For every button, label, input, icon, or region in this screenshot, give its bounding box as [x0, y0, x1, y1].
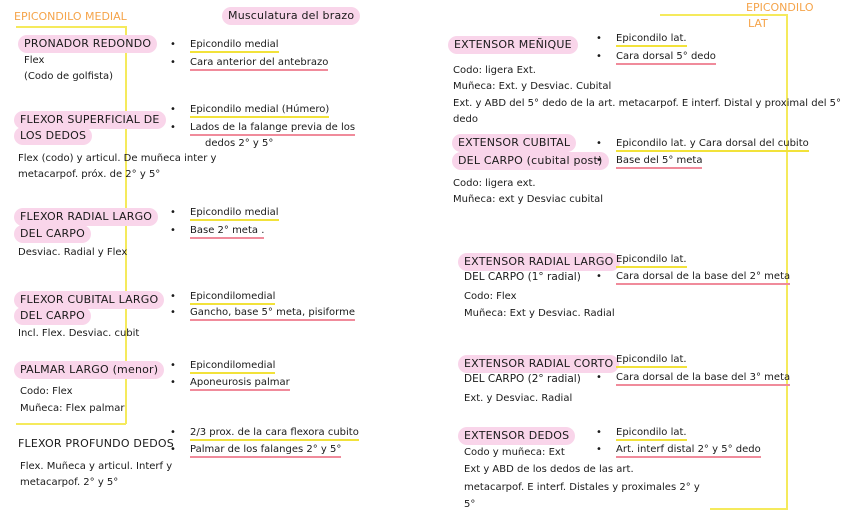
muscle-note: Muñeca: Ext y Desviac. Radial: [464, 308, 615, 319]
muscle-name: FLEXOR PROFUNDO DEDOS: [18, 437, 174, 450]
muscle-note: Ext. y ABD del 5° dedo de la art. metacarpof. E interf. Distal y proximal del 5°: [453, 98, 842, 109]
muscle-note: dedo: [453, 114, 478, 125]
muscle-name: EXTENSOR RADIAL LARGO: [458, 253, 620, 271]
muscle-name: DEL CARPO: [14, 225, 91, 243]
muscle-name: DEL CARPO: [14, 307, 91, 325]
muscle-note: Codo: ligera Ext.: [453, 65, 536, 76]
muscle-name: DEL CARPO (1° radial): [464, 271, 581, 283]
muscle-insertion: • Gancho, base 5° meta, pisiforme: [190, 306, 355, 321]
muscle-note: Flex: [24, 55, 45, 66]
muscle-insertion: • Art. interf distal 2° y 5° dedo: [616, 443, 761, 458]
muscle-note: Flex. Muñeca y articul. Interf y: [20, 461, 173, 472]
muscle-insertion: • Cara anterior del antebrazo: [190, 56, 328, 71]
right-bracket-vertical: [786, 14, 788, 510]
muscle-name: PALMAR LARGO (menor): [14, 361, 164, 379]
muscle-origin: • Epicondilo medial: [190, 206, 279, 221]
epicondilo-medial-label: EPICONDILO MEDIAL: [14, 10, 127, 23]
muscle-origin: Epicondilo lat.: [616, 253, 687, 268]
right-bracket-bottom: [710, 508, 788, 510]
muscle-note: Muñeca: Ext. y Desviac. Cubital: [453, 81, 612, 92]
muscle-name: FLEXOR RADIAL LARGO: [14, 208, 158, 226]
muscle-insertion: • Palmar de los falanges 2° y 5°: [190, 443, 341, 458]
muscle-note: Codo: Flex: [20, 386, 73, 397]
muscle-insertion: • Cara dorsal 5° dedo: [616, 50, 716, 65]
muscle-name: DEL CARPO (2° radial): [464, 373, 581, 385]
muscle-note: Codo y muñeca: Ext: [464, 447, 565, 458]
muscle-name: PRONADOR REDONDO: [18, 35, 157, 53]
muscle-note: metacarpof. próx. de 2° y 5°: [18, 169, 161, 180]
muscle-name: EXTENSOR MEÑIQUE: [448, 36, 578, 54]
left-bracket-bottom: [16, 423, 126, 425]
muscle-origin: • Epicondilo medial: [190, 38, 279, 53]
muscle-origin: • Epicondilo lat.: [616, 426, 687, 441]
muscle-insertion: • Cara dorsal de la base del 3° meta: [616, 371, 790, 386]
muscle-note: Muñeca: Flex palmar: [20, 403, 125, 414]
muscle-origin: • Epicondilomedial: [190, 290, 275, 305]
muscle-origin: • 2/3 prox. de la cara flexora cubito: [190, 426, 359, 441]
muscle-name: FLEXOR SUPERFICIAL DE: [14, 111, 166, 129]
muscle-note: Codo: ligera ext.: [453, 178, 536, 189]
left-bracket-top: [16, 26, 126, 28]
muscle-note: Codo: Flex: [464, 291, 517, 302]
muscle-name: EXTENSOR RADIAL CORTO: [458, 355, 619, 373]
muscle-origin: • Epicondilo medial (Húmero): [190, 103, 329, 118]
epicondilo-lat-label-1: EPICONDILO: [746, 1, 814, 14]
muscle-name: EXTENSOR DEDOS: [458, 427, 575, 445]
muscle-name: EXTENSOR CUBITAL: [452, 134, 576, 152]
muscle-note: Ext. y Desviac. Radial: [464, 393, 573, 404]
muscle-origin: Epicondilo lat.: [616, 353, 687, 368]
muscle-origin: • Epicondilo lat. y Cara dorsal del cubito: [616, 137, 809, 152]
muscle-origin: • Epicondilomedial: [190, 359, 275, 374]
muscle-note: Desviac. Radial y Flex: [18, 247, 128, 258]
muscle-note: metacarpof. E interf. Distales y proximales 2° y: [464, 482, 700, 493]
muscle-note: Muñeca: ext y Desviac cubital: [453, 194, 604, 205]
muscle-insertion: • Base del 5° meta: [616, 154, 702, 169]
page-title: Musculatura del brazo: [222, 7, 360, 25]
muscle-note: Ext y ABD de los dedos de las art.: [464, 464, 634, 475]
muscle-note: Incl. Flex. Desviac. cubit: [18, 328, 140, 339]
muscle-insertion: • Lados de la falange previa de los: [190, 121, 355, 136]
muscle-name: DEL CARPO (cubital post): [452, 152, 609, 170]
epicondilo-lat-label-2: LAT: [748, 17, 768, 30]
muscle-insertion: dedos 2° y 5°: [205, 138, 274, 149]
muscle-name: LOS DEDOS: [14, 127, 92, 145]
muscle-name: FLEXOR CUBITAL LARGO: [14, 291, 164, 309]
muscle-origin: • Epicondilo lat.: [616, 32, 687, 47]
muscle-insertion: • Cara dorsal de la base del 2° meta: [616, 270, 790, 285]
right-bracket-top: [660, 14, 788, 16]
muscle-note: Flex (codo) y articul. De muñeca inter y: [18, 153, 217, 164]
muscle-note: metacarpof. 2° y 5°: [20, 477, 119, 488]
muscle-insertion: • Base 2° meta .: [190, 224, 264, 239]
muscle-note: 5°: [464, 499, 476, 510]
muscle-insertion: • Aponeurosis palmar: [190, 376, 290, 391]
muscle-note: (Codo de golfista): [24, 71, 114, 82]
